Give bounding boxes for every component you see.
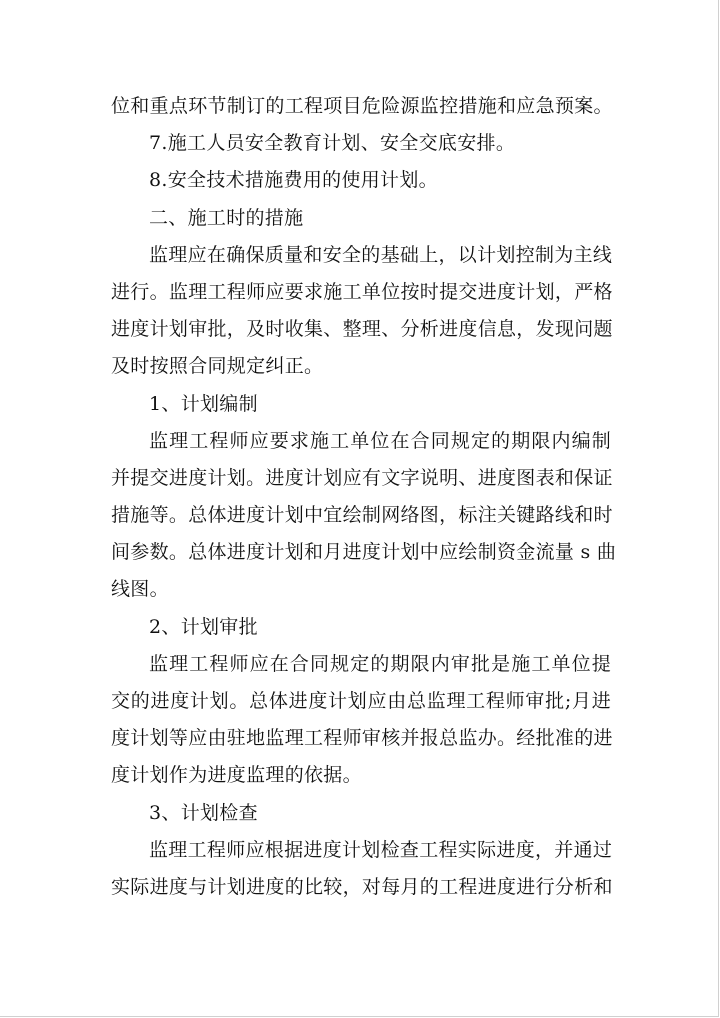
text-line: 间参数。总体进度计划和月进度计划中应绘制资金流量 s 曲 — [111, 541, 617, 564]
text-line: 监理工程师应根据进度计划检查工程实际进度，并通过 — [149, 838, 613, 861]
text-line: 度计划等应由驻地监理工程师审核并报总监办。经批准的进 — [111, 727, 613, 750]
subsection-heading: 3、计划检查 — [149, 801, 258, 824]
text-line: 监理应在确保质量和安全的基础上，以计划控制为主线 — [149, 243, 613, 266]
subsection-heading: 1、计划编制 — [149, 392, 258, 415]
text-line: 及时按照合同规定纠正。 — [111, 355, 324, 378]
text-line: 线图。 — [111, 578, 169, 601]
section-heading: 二、施工时的措施 — [149, 206, 304, 229]
text-line: 监理工程师应要求施工单位在合同规定的期限内编制 — [149, 429, 611, 452]
document-body — [111, 88, 617, 906]
text-line: 监理工程师应在合同规定的期限内审批是施工单位提 — [149, 652, 611, 675]
text-line: 实际进度与计划进度的比较，对每月的工程进度进行分析和 — [111, 875, 613, 898]
text-line: 进行。监理工程师应要求施工单位按时提交进度计划，严格 — [111, 280, 613, 303]
text-line: 并提交进度计划。进度计划应有文字说明、进度图表和保证 — [111, 466, 613, 489]
text-line: 进度计划审批，及时收集、整理、分析进度信息，发现问题 — [111, 318, 613, 341]
text-line: 度计划作为进度监理的依据。 — [111, 764, 362, 787]
subsection-heading: 2、计划审批 — [149, 615, 258, 638]
text-line: 交的进度计划。总体进度计划应由总监理工程师审批;月进 — [111, 690, 611, 712]
text-line: 8.安全技术措施费用的使用计划。 — [149, 169, 438, 192]
text-line: 7.施工人员安全教育计划、安全交底安排。 — [149, 132, 516, 155]
text-line: 位和重点环节制订的工程项目危险源监控措施和应急预案。 — [111, 95, 613, 117]
text-line: 措施等。总体进度计划中宜绘制网络图，标注关键路线和时 — [111, 504, 613, 527]
